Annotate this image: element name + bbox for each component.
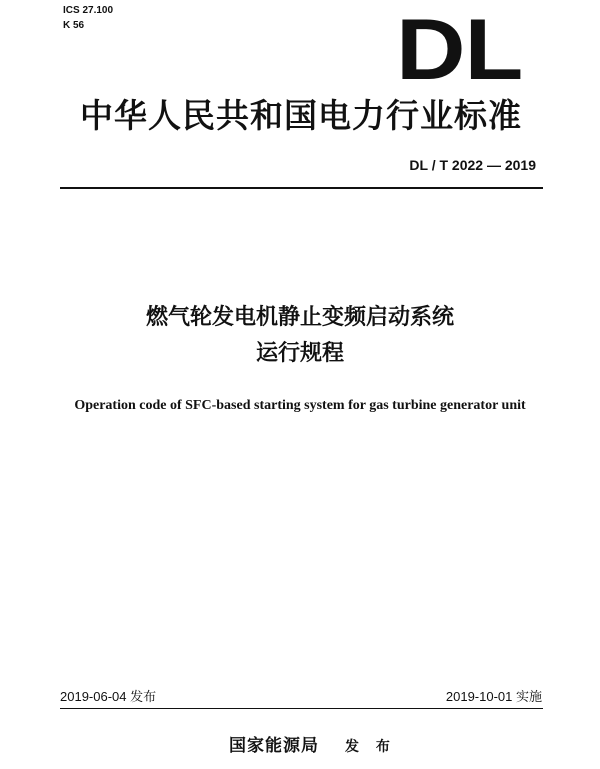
- ics-code: ICS 27.100: [63, 5, 114, 16]
- top-divider: [60, 187, 543, 189]
- publish-date: 2019-06-04 发布: [60, 689, 157, 704]
- implement-date: 2019-10-01 实施: [445, 689, 542, 704]
- issuer-name: 国家能源局: [229, 736, 319, 756]
- standard-title: 中华人民共和国电力行业标准: [80, 96, 522, 135]
- standard-number: DL / T 2022 — 2019: [409, 157, 536, 173]
- document-title-line-1: 燃气轮发电机静止变频启动系统: [145, 305, 454, 330]
- document-title-english: Operation code of SFC-based starting system for gas turbine generator unit: [74, 398, 526, 413]
- document-title-line-2: 运行规程: [255, 341, 344, 366]
- ccs-code: K 56: [63, 20, 85, 31]
- bottom-divider: [60, 708, 543, 709]
- issue-label: 发 布: [345, 739, 396, 755]
- dl-logo: DL: [396, 2, 523, 98]
